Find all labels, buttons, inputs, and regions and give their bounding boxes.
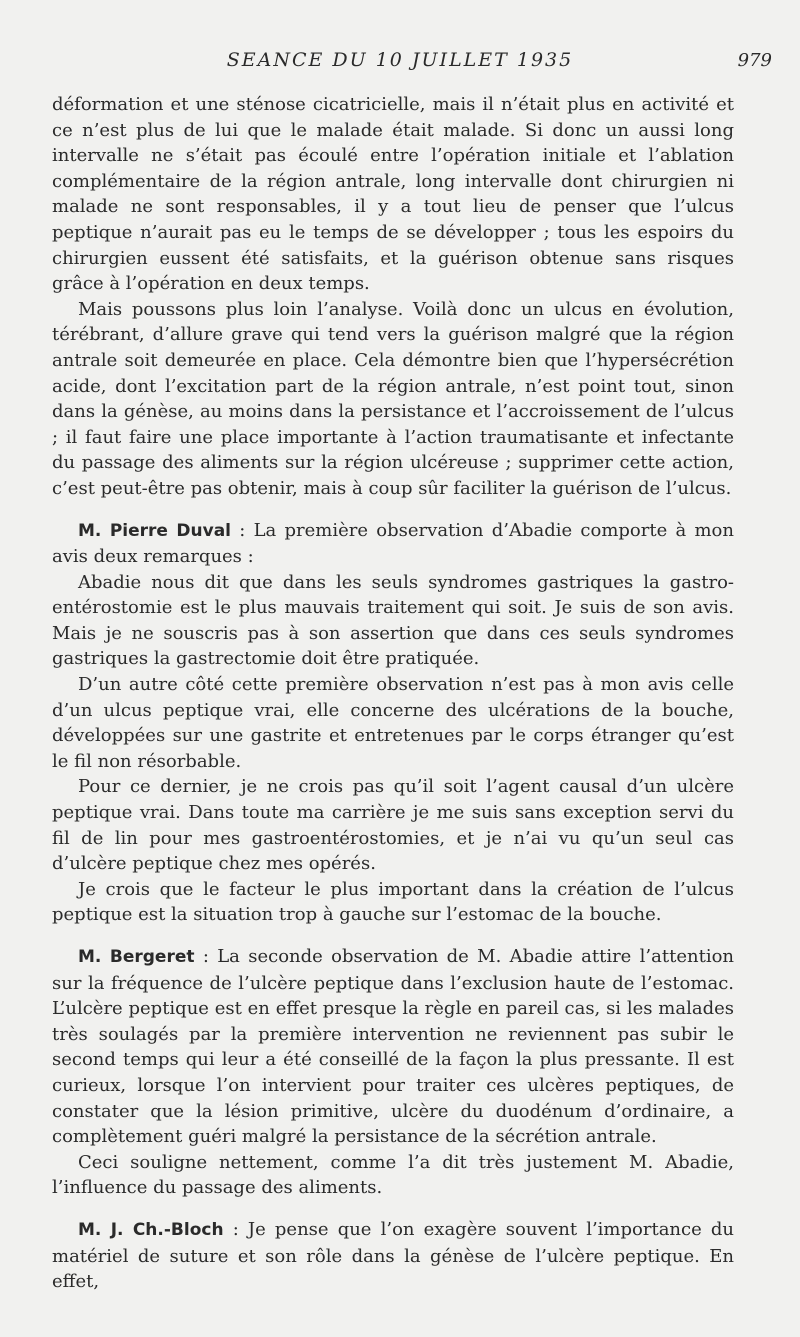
page-number: 979	[737, 50, 772, 71]
speaker-name: M. Pierre Duval	[78, 520, 231, 541]
body-text	[52, 92, 734, 1295]
paragraph-bloch: M. J. Ch.-Bloch : Je pense que l’on exagère souvent l’importance du matériel de suture et son rôle dans la génèse de l’ulcère peptique. En effet,	[52, 1218, 734, 1293]
paragraph-bergeret: M. Bergeret : La seconde observation de M. Abadie attire l’attention sur la fréquence de l’ulcère peptique dans l’exclusion haute de l’estomac. L’ulcère peptique est en effet presque la règle en pareil cas, si les malades très soulagés par la première intervention ne reviennent pas subir le second temps qui leur a été conseillé de la façon la plus pressante. Il est curieux, lorsque l’on intervient pour traiter ces ulcères peptiques, de constater que la lésion primitive, ulcère du duodénum d’ordinaire, a complètement guéri malgré la persistance de la sécrétion antrale.	[52, 946, 735, 1148]
speaker-name: M. Bergeret	[78, 947, 195, 967]
paragraph: déformation et une sténose cicatricielle, mais il n’était plus en activité et ce n’est plus de lui que le malade était malade. Si donc un aussi long intervalle ne s’était pas écoulé entre l’opération initiale et l’ablation complémentaire de la région antrale, long intervalle dont chirurgien ni malade ne sont responsables, il y a tout lieu de penser que l’ulcus peptique n’aurait pas eu le temps de se développer ; tous les espoirs du chirurgien eussent été satisfaits, et la guérison obtenue sans risques grâce à l’opération en deux temps.	[52, 94, 734, 295]
running-header	[0, 49, 800, 75]
running-title: SEANCE DU 10 JUILLET 1935	[226, 49, 574, 71]
paragraph: D’un autre côté cette première observation n’est pas à mon avis celle d’un ulcus peptique vrai, elle concerne des ulcérations de la bouche, développées sur une gastrite et entretenues par le corps étranger qu’est le fil non résorbable.	[52, 674, 734, 772]
paragraph: Pour ce dernier, je ne crois pas qu’il soit l’agent causal d’un ulcère peptique vrai. Dans toute ma carrière je me suis sans exception servi du fil de lin pour mes gastroentérostomies, et je n’ai vu qu’un seul cas d’ulcère peptique chez mes opérés.	[52, 776, 734, 875]
paragraph: Abadie nous dit que dans les seuls syndromes gastriques la gastro-entérostomie est le plus mauvais traitement qui soit. Je suis de son avis. Mais je ne souscris pas à son assertion que dans ces seuls syndromes gastriques la gastrectomie doit être pratiquée.	[52, 571, 734, 670]
paragraph: Mais poussons plus loin l’analyse. Voilà donc un ulcus en évolution, térébrant, d’allure grave qui tend vers la guérison malgré que la région antrale soit demeurée en place. Cela démontre bien que l’hypersécrétion acide, dont l’excitation part de la région antrale, n’est point tout, sinon dans la génèse, au moins dans la persistance et l’accroissement de l’ulcus ; il faut faire une place importante à l’action traumatisante et infectante du passage des aliments sur la région ulcéreuse ; supprimer cette action, c’est peut-être pas obtenir, mais à coup sûr faciliter la guérison de l’ulcus.	[52, 298, 734, 499]
paragraph: Ceci souligne nettement, comme l’a dit très justement M. Abadie, l’influence du passage des aliments.	[52, 1151, 734, 1199]
speaker-name: M. J. Ch.-Bloch	[78, 1219, 224, 1240]
paragraph: Je crois que le facteur le plus important dans la création de l’ulcus peptique est la situation trop à gauche sur l’estomac de la bouche.	[52, 878, 734, 926]
paragraph-duval: M. Pierre Duval : La première observation d’Abadie comporte à mon avis deux remarques :	[52, 519, 734, 568]
